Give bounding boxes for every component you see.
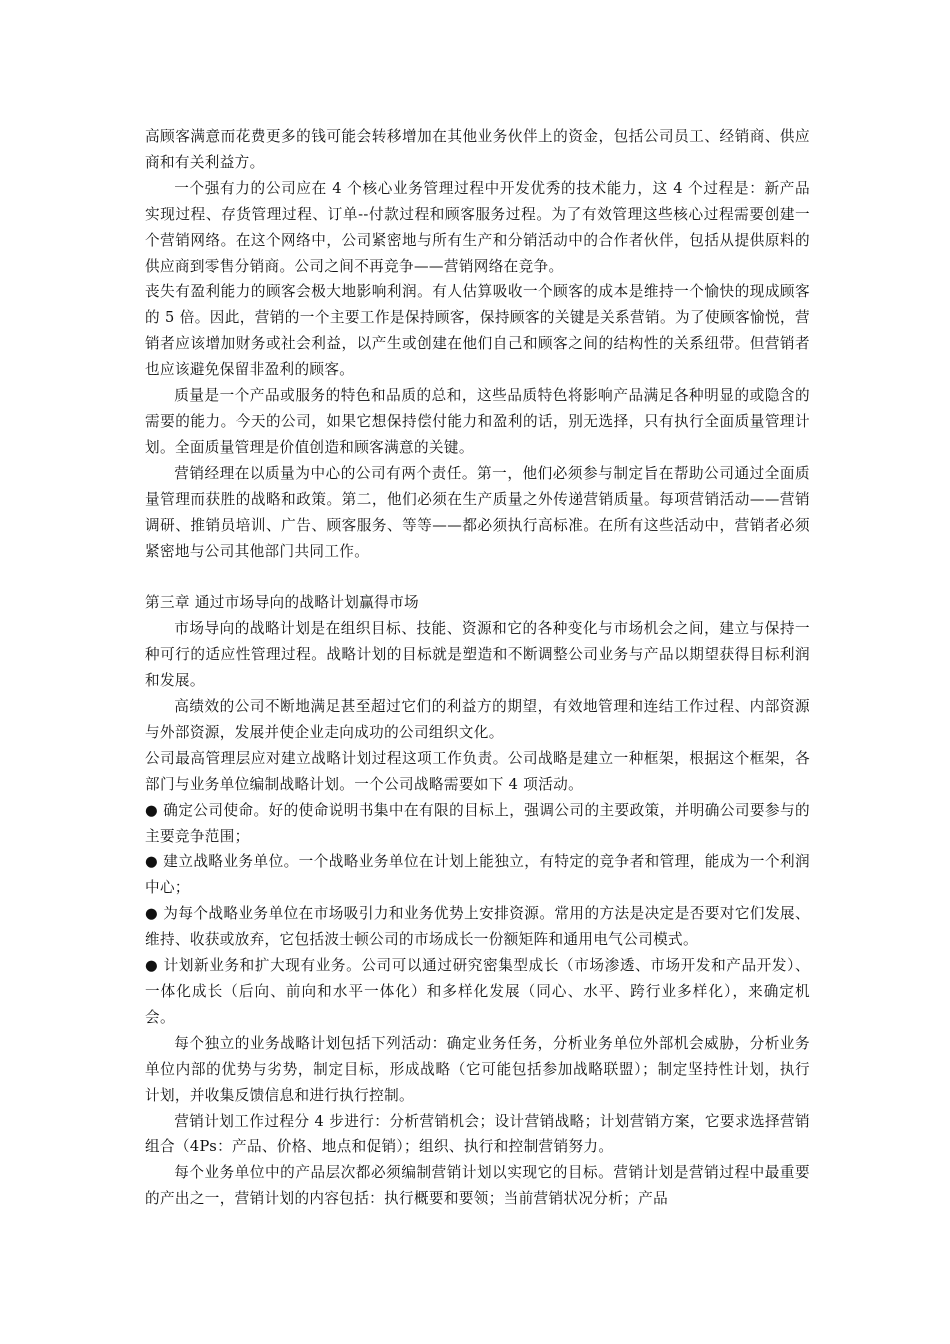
- bullet-text: 为每个战略业务单位在市场吸引力和业务优势上安排资源。常用的方法是决定是否要对它们发展、维持、收获或放弃，它包括波士顿公司的市场成长一份额矩阵和通用电气公司模式。: [145, 905, 810, 949]
- bullet-text: 建立战略业务单位。一个战略业务单位在计划上能独立，有特定的竞争者和管理，能成为一个利润中心；: [145, 853, 810, 897]
- paragraph: 市场导向的战略计划是在组织目标、技能、资源和它的各种变化与市场机会之间，建立与保持一种可行的适应性管理过程。战略计划的目标就是塑造和不断调整公司业务与产品以期望获得目标利润和发展。: [145, 620, 810, 690]
- paragraph: 每个业务单位中的产品层次都必须编制营销计划以实现它的目标。营销计划是营销过程中最重要的产出之一，营销计划的内容包括：执行概要和要领；当前营销状况分析；产品: [145, 1164, 810, 1208]
- paragraph: 公司最高管理层应对建立战略计划过程这项工作负责。公司战略是建立一种框架，根据这个框架，各部门与业务单位编制战略计划。一个公司战略需要如下 4 项活动。: [145, 749, 810, 793]
- chapter-heading: 第三章 通过市场导向的战略计划赢得市场: [145, 594, 419, 612]
- bullet-icon: ●: [145, 905, 159, 923]
- bullet-item: [145, 901, 810, 953]
- bullet-text: 确定公司使命。好的使命说明书集中在有限的目标上，强调公司的主要政策，并明确公司要参与的主要竞争范围；: [145, 801, 810, 845]
- paragraph: 营销计划工作过程分 4 步进行：分析营销机会；设计营销战略；计划营销方案，它要求选择营销组合（4Ps：产品、价格、地点和促销）；组织、执行和控制营销努力。: [145, 1112, 810, 1156]
- paragraph: 一个强有力的公司应在 4 个核心业务管理过程中开发优秀的技术能力，这 4 个过程是：新产品实现过程、存货管理过程、订单--付款过程和顾客服务过程。为了有效管理这些核心过程需要创建一个营销网络。在这个网络中，公司紧密地与所有生产和分销活动中的合作者伙伴，包括从提供原料的供应商到零售分销商。公司之间不再竞争——营销网络在竞争。: [145, 179, 810, 275]
- bullet-text: 计划新业务和扩大现有业务。公司可以通过研究密集型成长（市场渗透、市场开发和产品开发）、一体化成长（后向、前向和水平一体化）和多样化发展（同心、水平、跨行业多样化），来确定机会。: [145, 957, 810, 1026]
- paragraph: 高绩效的公司不断地满足甚至超过它们的利益方的期望，有效地管理和连结工作过程、内部资源与外部资源，发展并使企业走向成功的公司组织文化。: [145, 698, 810, 741]
- document-body: [145, 124, 810, 1212]
- paragraph: 质量是一个产品或服务的特色和品质的总和，这些品质特色将影响产品满足各种明显的或隐含的需要的能力。今天的公司，如果它想保持偿付能力和盈利的话，别无选择，只有执行全面质量管理计划。全面质量管理是价值创造和顾客满意的关键。: [145, 387, 810, 456]
- bullet-icon: ●: [145, 957, 159, 975]
- bullet-item: [145, 849, 810, 901]
- bullet-icon: ●: [145, 853, 159, 871]
- paragraph: 每个独立的业务战略计划包括下列活动：确定业务任务，分析业务单位外部机会威胁，分析业务单位内部的优势与劣势，制定目标，形成战略（它可能包括参加战略联盟）；制定坚持性计划，执行计划，并收集反馈信息和进行执行控制。: [145, 1034, 810, 1104]
- bullet-item: [145, 953, 810, 1031]
- bullet-icon: ●: [145, 801, 159, 819]
- paragraph: 高顾客满意而花费更多的钱可能会转移增加在其他业务伙伴上的资金，包括公司员工、经销商、供应商和有关利益方。: [145, 128, 810, 171]
- paragraph: 营销经理在以质量为中心的公司有两个责任。第一，他们必须参与制定旨在帮助公司通过全面质量管理而获胜的战略和政策。第二，他们必须在生产质量之外传递营销质量。每项营销活动——营销调研、推销员培训、广告、顾客服务、等等——都必须执行高标准。在所有这些活动中，营销者必须紧密地与公司其他部门共同工作。: [145, 464, 810, 560]
- paragraph: 丧失有盈利能力的顾客会极大地影响利润。有人估算吸收一个顾客的成本是维持一个愉快的现成顾客的 5 倍。因此，营销的一个主要工作是保持顾客，保持顾客的关键是关系营销。为了使顾客愉悦，营销者应该增加财务或社会利益，以产生或创建在他们自己和顾客之间的结构性的关系纽带。但营销者也应该避免保留非盈利的顾客。: [145, 283, 810, 379]
- bullet-item: [145, 798, 810, 850]
- paragraph-gap: [145, 564, 810, 590]
